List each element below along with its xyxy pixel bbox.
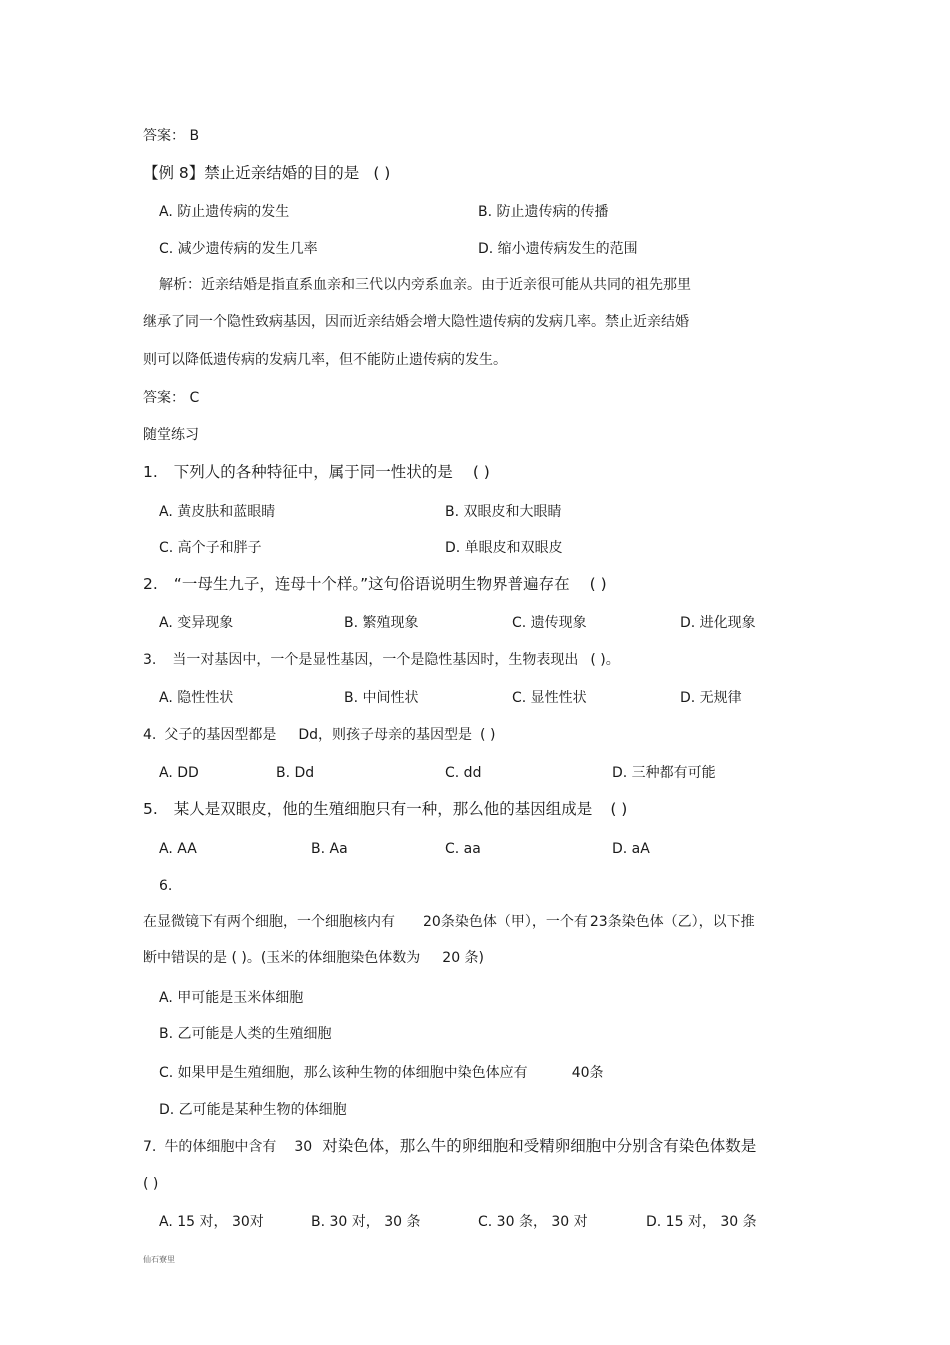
question-4 — [143, 726, 495, 744]
question-stem: 对染色体，那么牛的卵细胞和受精卵细胞中分别含有染色体数是 — [322, 1137, 757, 1155]
option-b: B. 中间性状 — [344, 690, 419, 706]
question-6-line-1 — [143, 913, 755, 931]
analysis-line-2: 继承了同一个隐性致病基因，因而近亲结婚会增大隐性遗传病的发病几率。禁止近亲结婚 — [143, 314, 689, 330]
analysis-line-3: 则可以降低遗传病的发病几率，但不能防止遗传病的发生。 — [143, 352, 507, 368]
option-d: D. 乙可能是某种生物的体细胞 — [159, 1102, 347, 1118]
question-stem: 下列人的各种特征中，属于同一性状的是 — [173, 463, 453, 481]
question-number: 2. — [143, 575, 158, 593]
question-7 — [143, 1137, 756, 1156]
question-stem: 父子的基因型都是 — [164, 727, 277, 743]
option-a: A. AA — [159, 841, 197, 857]
option-b: B. Aa — [311, 841, 348, 857]
analysis-line-1: 解析：近亲结婚是指直系血亲和三代以内旁系血亲。由于近亲很可能从共同的祖先那里 — [159, 277, 691, 293]
example-stem: 禁止近亲结婚的目的是 — [204, 164, 360, 182]
option-a: A. 甲可能是玉米体细胞 — [159, 990, 304, 1006]
option-b: B. 30 对， 30 条 — [311, 1214, 421, 1230]
example-label: 【例 8】 — [143, 164, 205, 182]
question-1 — [143, 463, 490, 481]
option-a: A. 防止遗传病的发生 — [159, 204, 290, 220]
question-5 — [143, 800, 627, 818]
question-stem: 30 — [294, 1139, 313, 1155]
question-3 — [143, 651, 620, 669]
question-number: 4. — [143, 727, 157, 743]
option-a: A. 隐性性状 — [159, 690, 234, 706]
answer-line: 答案： B — [143, 128, 200, 144]
answer-line: 答案： C — [143, 390, 200, 406]
option-d: D. 缩小遗传病发生的范围 — [478, 241, 638, 257]
question-stem: “一母生九子，连母十个样。”这句俗语说明生物界普遍存在 — [173, 575, 570, 593]
question-stem: 牛的体细胞中含有 — [164, 1139, 277, 1155]
option-c: C. 30 条， 30 对 — [478, 1214, 588, 1230]
option-d: D. 15 对， 30 条 — [646, 1214, 757, 1230]
option-b: B. 繁殖现象 — [344, 615, 419, 631]
option-c: C. dd — [445, 765, 482, 781]
option-c: C. 显性性状 — [512, 690, 587, 706]
answer-paren: ( ) — [610, 800, 628, 818]
option-b: B. 防止遗传病的传播 — [478, 204, 609, 220]
option-c: C. 高个子和胖子 — [159, 540, 262, 556]
option-c: C. 减少遗传病的发生几率 — [159, 241, 318, 257]
option-d: D. aA — [612, 841, 650, 857]
option-d: D. 三种都有可能 — [612, 765, 716, 781]
answer-paren: ( ) — [472, 463, 490, 481]
option-b: B. 双眼皮和大眼睛 — [445, 504, 562, 520]
answer-paren: ( )。 — [590, 652, 620, 668]
question-stem: 20条染色体（甲），一个有 — [423, 914, 588, 930]
example-8-heading — [143, 164, 390, 182]
question-stem: Dd，则孩子母亲的基因型是 — [298, 727, 473, 743]
question-stem: 20 条) — [442, 950, 485, 966]
question-stem: 当一对基因中，一个是显性基因，一个是隐性基因时，生物表现出 — [172, 652, 579, 668]
option-a: A. 15 对， 30对 — [159, 1214, 264, 1230]
footer-text: 仙石寮里 — [143, 1255, 175, 1264]
question-number: 6. — [159, 878, 173, 894]
question-stem: 23条染色体（乙），以下推 — [589, 914, 755, 930]
question-stem: 某人是双眼皮，他的生殖细胞只有一种，那么他的基因组成是 — [173, 800, 593, 818]
question-2 — [143, 575, 607, 593]
option-text: 40条 — [571, 1065, 604, 1081]
answer-paren: ( ) — [373, 164, 391, 182]
question-stem: 断中错误的是 ( )。(玉米的体细胞染色体数为 — [143, 950, 421, 966]
answer-paren: ( ) — [589, 575, 607, 593]
option-a: A. 变异现象 — [159, 615, 234, 631]
question-6-line-2 — [143, 949, 484, 967]
option-c: C. aa — [445, 841, 481, 857]
question-number: 3. — [143, 652, 157, 668]
option-c: C. 遗传现象 — [512, 615, 587, 631]
answer-paren: ( ) — [143, 1176, 159, 1192]
option-c — [159, 1064, 604, 1082]
option-d: D. 进化现象 — [680, 615, 756, 631]
question-stem: 在显微镜下有两个细胞，一个细胞核内有 — [143, 914, 395, 930]
option-d: D. 单眼皮和双眼皮 — [445, 540, 563, 556]
section-title: 随堂练习 — [143, 427, 199, 443]
question-number: 7. — [143, 1139, 157, 1155]
option-b: B. Dd — [276, 765, 315, 781]
option-text: C. 如果甲是生殖细胞，那么该种生物的体细胞中染色体应有 — [159, 1065, 528, 1081]
option-b: B. 乙可能是人类的生殖细胞 — [159, 1026, 332, 1042]
option-a: A. 黄皮肤和蓝眼睛 — [159, 504, 276, 520]
question-number: 5. — [143, 800, 158, 818]
option-d: D. 无规律 — [680, 690, 742, 706]
question-number: 1. — [143, 463, 158, 481]
answer-paren: ( ) — [480, 727, 496, 743]
option-a: A. DD — [159, 765, 199, 781]
